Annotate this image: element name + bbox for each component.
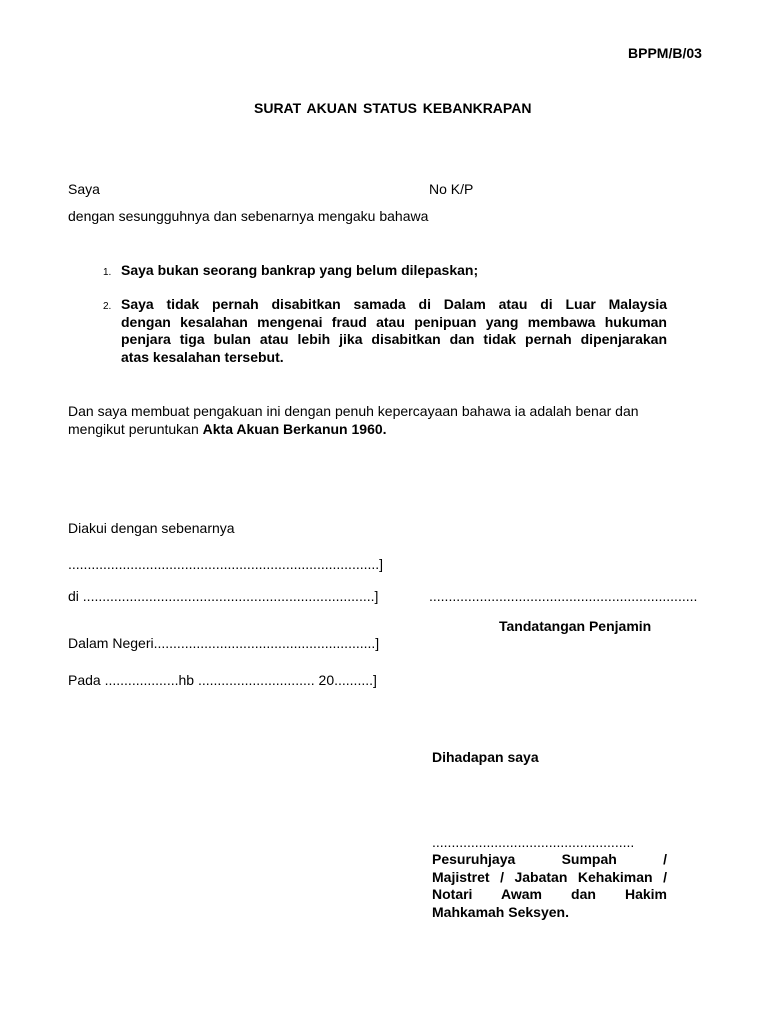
nokp-label: No K/P [429,181,474,197]
witness-signature-line: .................................................... [432,834,635,850]
form-code: BPPM/B/03 [628,45,702,61]
witness-title-block [432,851,667,921]
item-number: 1. [103,267,112,278]
item-text-block [121,296,667,366]
item-line: penjara tiga bulan atau lebih jika disabitkan dan tidak pernah dipenjarakan [121,331,667,347]
intro-text: dengan sesungguhnya dan sebenarnya mengaku bahawa [68,208,429,224]
name-signature-line: ................................................................................] [68,556,384,572]
state-line: Dalam Negeri.........................................................] [68,635,380,651]
item-line: dengan kesalahan mengenai fraud atau penipuan yang membawa hukuman [121,313,667,330]
witness-title-line: Mahkamah Seksyen. [432,903,569,920]
witness-title-line: Notari Awam dan Hakim [432,886,667,902]
guarantor-signature-line: ..................................................................... [429,588,698,604]
item-number: 2. [103,301,112,312]
saya-label: Saya [68,181,100,197]
witness-label: Dihadapan saya [432,749,539,765]
declaration-line [68,421,387,438]
document-title: SURAT AKUAN STATUS KEBANKRAPAN [254,100,532,116]
item-line: Saya tidak pernah disabitkan samada di Dalam atau di Luar Malaysia [121,296,667,312]
item-text: Saya bukan seorang bankrap yang belum dilepaskan; [121,262,479,278]
witness-title-line: Majistret / Jabatan Kehakiman / [432,868,667,885]
item-line: atas kesalahan tersebut. [121,348,284,365]
declaration-prefix: mengikut peruntukan [68,421,203,437]
witness-title-line: Pesuruhjaya Sumpah / [432,851,667,867]
declaration-line: Dan saya membuat pengakuan ini dengan penuh kepercayaan bahawa ia adalah benar dan [68,403,639,419]
diakui-text: Diakui dengan sebenarnya [68,520,235,536]
place-line: di ...........................................................................] [68,588,379,604]
act-name: Akta Akuan Berkanun 1960. [202,421,387,437]
date-line: Pada ...................hb .............................. 20..........] [68,672,377,688]
guarantor-label: Tandatangan Penjamin [499,618,652,634]
